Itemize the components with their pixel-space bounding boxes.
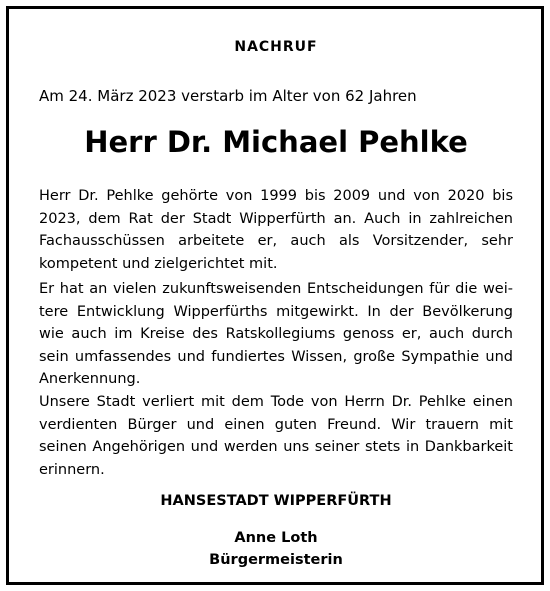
deceased-name: Herr Dr. Michael Pehlke [84,125,468,159]
paragraph-line: wie auch im Kreise des Ratskollegiums genoss er, auch durch [39,326,513,342]
paragraph-line: seinen Angehörigen und werden uns seiner stets in Dankbarkeit [39,439,513,455]
paragraph-1 [39,185,513,275]
paragraph-2 [39,278,513,391]
intro-line: Am 24. März 2023 verstarb im Alter von 62 Jahren [39,87,417,105]
paragraph-3 [39,391,513,481]
paragraph-line: verdienten Bürger und einen guten Freund. Wir trauern mit [39,416,513,433]
paragraph-line: kompetent und zielgerichtet mit. [39,255,278,272]
paragraph-line: sein umfassendes und fundiertes Wissen, große Sympathie und [39,348,513,365]
paragraph-line: Anerkennung. [39,371,141,387]
paragraph-line: Fachausschüssen arbeitete er, auch als Vorsitzender, sehr [39,233,513,249]
paragraph-line: Herr Dr. Pehlke gehörte von 1999 bis 2009 und von 2020 bis [39,188,513,204]
obituary-heading: NACHRUF [234,39,318,55]
city-name: HANSESTADT WIPPERFÜRTH [160,493,392,509]
paragraph-line: erinnern. [39,461,105,478]
paragraph-line: Unsere Stadt verliert mit dem Tode von Herrn Dr. Pehlke einen [39,394,513,410]
paragraph-line: Er hat an vielen zukunftsweisenden Entscheidungen für die wei- [39,281,513,297]
obituary-frame [6,6,544,585]
paragraph-line: 2023, dem Rat der Stadt Wipperfürth an. Auch in zahlreichen [39,210,513,227]
paragraph-line: tere Entwicklung Wipperfürths mitgewirkt. In der Bevölkerung [39,303,513,320]
signer-title: Bürgermeisterin [209,552,343,568]
signer-name: Anne Loth [234,530,318,546]
signature-block [39,527,513,571]
